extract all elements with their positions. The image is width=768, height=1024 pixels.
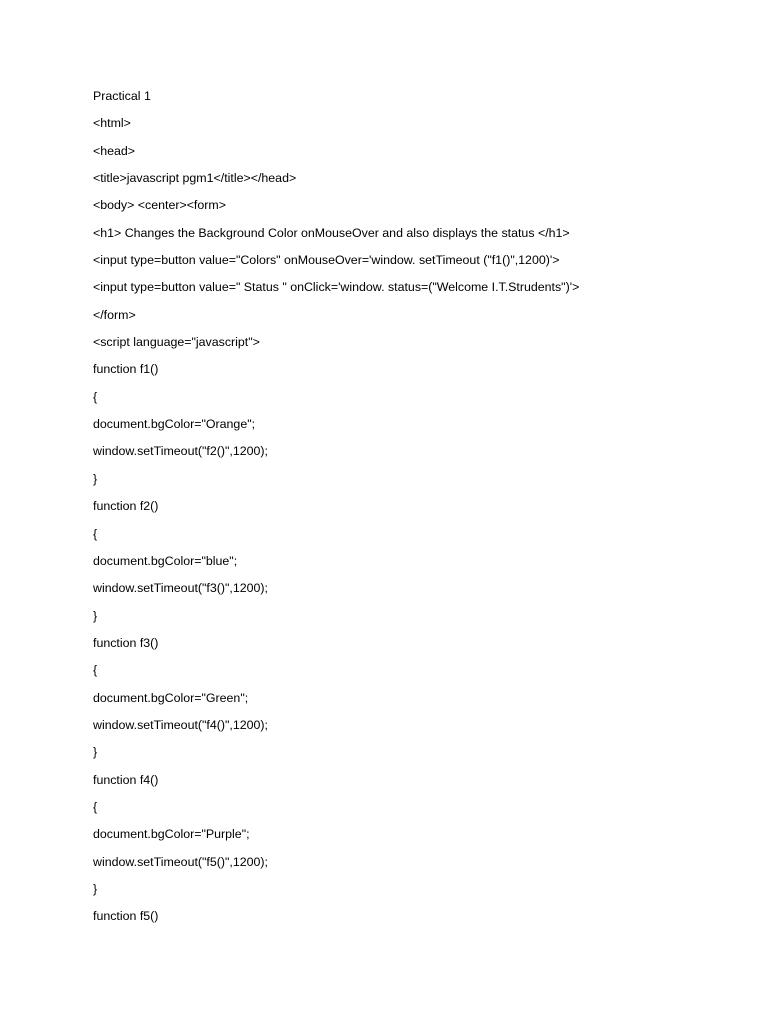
code-line: function f4() [93,772,159,787]
code-line: <head> [93,143,136,158]
code-line: window.setTimeout("f2()",1200); [93,444,268,459]
code-line: </form> [93,307,136,322]
code-line: window.setTimeout("f5()",1200); [93,854,268,869]
document-heading: Practical 1 [93,89,151,103]
code-line: } [93,608,98,623]
code-line: <input type=button value="Colors" onMouseOver='window. setTimeout ("f1()",1200)'> [93,253,560,268]
code-line: { [93,389,98,404]
code-line: <h1> Changes the Background Color onMouseOver and also displays the status </h1> [93,225,570,240]
code-line: document.bgColor="Orange"; [93,417,256,432]
code-line: } [93,471,98,486]
code-line: document.bgColor="Green"; [93,690,249,705]
code-line: function f5() [93,909,159,924]
code-line: <script language="javascript"> [93,335,260,350]
code-line: <html> [93,116,131,131]
code-line: { [93,526,98,541]
code-line: window.setTimeout("f3()",1200); [93,581,268,596]
code-line: function f2() [93,499,159,514]
code-line: <title>javascript pgm1</title></head> [93,171,297,186]
code-line: } [93,745,98,760]
code-line: <body> <center><form> [93,198,226,213]
code-line: { [93,799,98,814]
document-body [93,86,733,934]
code-line: window.setTimeout("f4()",1200); [93,717,268,732]
code-line: function f3() [93,635,159,650]
code-line: } [93,881,98,896]
code-line: document.bgColor="blue"; [93,553,238,568]
code-line: function f1() [93,362,159,377]
code-line: { [93,663,98,678]
code-line: <input type=button value=" Status " onClick='window. status=("Welcome I.T.Strudents")'> [93,280,580,295]
code-line: document.bgColor="Purple"; [93,827,250,842]
